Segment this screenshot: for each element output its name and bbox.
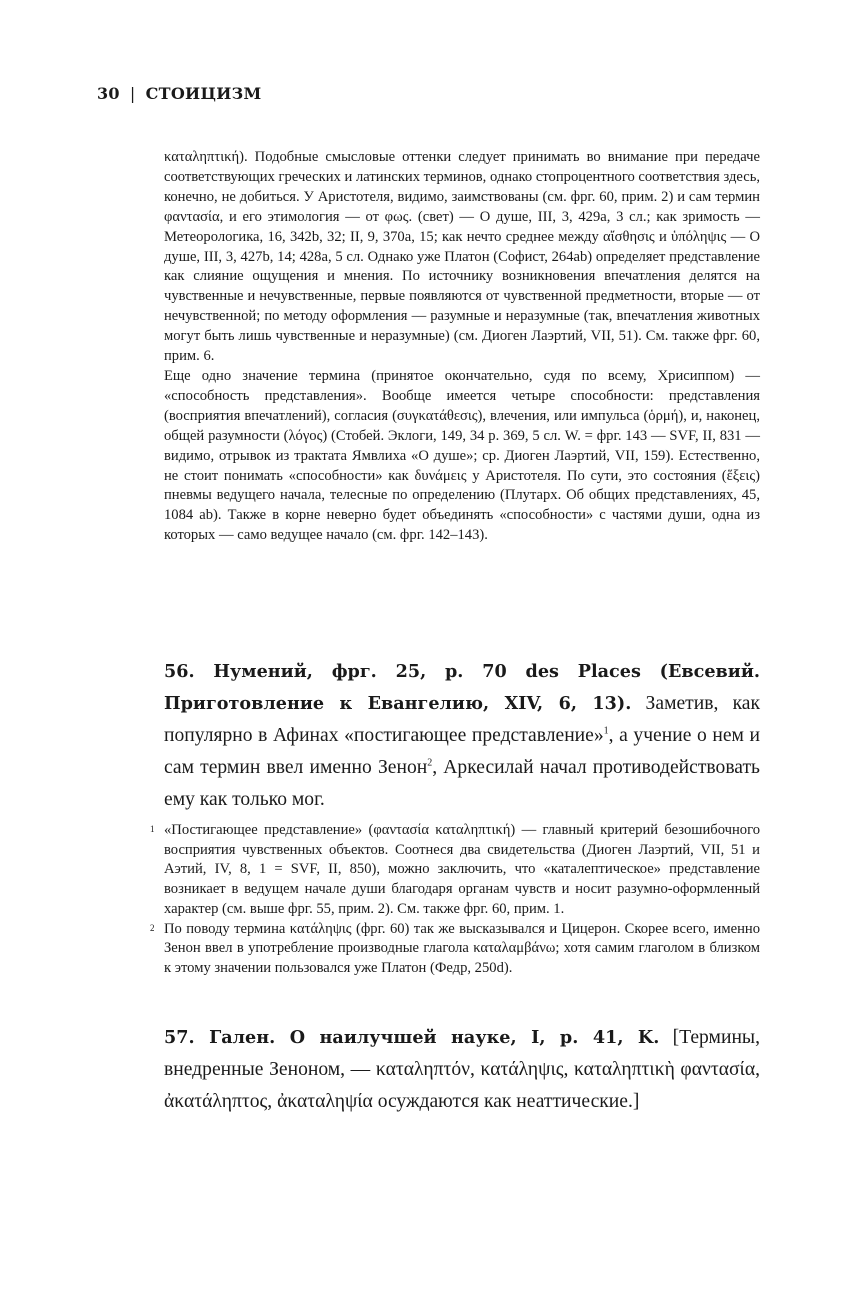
header-separator: | (129, 84, 136, 103)
entry-57-heading: 57. Гален. О наилучшей науке, I, p. 41, K. (164, 1027, 660, 1048)
running-header (97, 84, 262, 103)
entry-57-text: [Термины, внедренные Зеноном, — καταληπτόν, κατάληψις, καταληπτικὴ φαντασία, ἀκατάληπτος, ἀκαταληψία осуждаются как неаттические.] (164, 1027, 760, 1112)
footnote-ref-1[interactable]: 1 (603, 725, 609, 737)
note-continuation (164, 148, 760, 546)
entry-56-heading: 56. Нумений, фрг. 25, p. 70 des Places (Евсевий. Приготовление к Евангелию, XIV, 6, 13). (164, 661, 760, 714)
footnote-mark-1: 1 (150, 824, 155, 834)
footnote-text-1: «Постигающее представление» (φαντασία καταληπτική) — главный критерий безошибочного восприятия чувственных объектов. Соотнеся два свидетельства (Диоген Лаэртий, VII, 51 и Аэтий, IV, 8, 1 = SVF, II, 850), можно заключить, что «каталептическое» представление возникает в ведущем начале души благодаря органам чувств и носит разумно-оформленный характер (см. выше фрг. 55, прим. 2). См. также фрг. 60, прим. 1. (164, 822, 760, 917)
entry-57-paragraph (164, 1022, 760, 1118)
page-number: 30 (97, 84, 120, 103)
note-paragraph: Еще одно значение термина (принятое окончательно, судя по всему, Хрисиппом) — «способность представления». Вообще имеется четыре способности: представления (восприятия впечатлений), согласия (συγκατάθεσις), влечения, или импульса (ὁρμή), и, наконец, общей разумности (λόγος) (Стобей. Эклоги, 149, 34 p. 369, 5 сл. W. = фрг. 143 — SVF, II, 831 — видимо, отрывок из трактата Ямвлиха «О душе»; ср. Диоген Лаэртий, VII, 159). Естественно, не стоит понимать «способности» как δυνάμεις у Аристотеля. По сути, это состояния (ἕξεις) пневмы ведущего начала, телесные по определению (Плутарх. Об общих представлениях, 45, 1084 ab). Также в корне неверно будет объединять «способности» с частями души, одна из которых — само ведущее начало (см. фрг. 142–143). (164, 367, 760, 544)
footnote-text-2: По поводу термина κατάληψις (фрг. 60) так же высказывался и Цицерон. Скорее всего, именно Зенон ввел в употребление производные глагола καταλαμβάνω; хотя самим глаголом в близком к этому значении пользовался уже Платон (Федр, 250d). (164, 920, 760, 976)
footnote-1 (150, 821, 760, 920)
note-paragraph: καταληπτική). Подобные смысловые оттенки следует принимать во внимание при передаче соответствующих греческих и латинских терминов, однако стопроцентного соответствия здесь, конечно, не добиться. У Аристотеля, видимо, заимствованы (см. фрг. 60, прим. 2) и сам термин φαντασία, и его этимология — от φως. (свет) — О душе, III, 3, 429a, 3 сл.; как зримость — Метеорологика, 16, 342b, 32; II, 9, 370a, 15; как нечто среднее между αἴσθησις и ὑπόληψις — О душе, III, 3, 427b, 14; 428a, 5 сл. Однако уже Платон (Софист, 264ab) определяет представление как слияние ощущения и мнения. По источнику возникновения впечатления делятся на чувственные и нечувственные, первые появляются от чувственной предметности, вторые — от нечувственной; по методу оформления — разумные и неразумные (так, впечатления животных могут быть лишь чувственные и неразумные) (см. Диоген Лаэртий, VII, 51). См. также фрг. 60, прим. 6. (164, 149, 760, 365)
entry-56 (164, 656, 760, 816)
entry-57 (164, 1022, 760, 1118)
section-title: СТОИЦИЗМ (145, 84, 262, 103)
entry-56-text-1: Заметив, как популярно в Афинах «постигающее представление» (164, 693, 761, 746)
entry-56-text-3: , Аркесилай начал противодействовать ему как только мог. (164, 757, 760, 810)
entry-56-text-2: , а учение о нем и сам термин ввел именно Зенон (164, 725, 761, 778)
footnote-2 (150, 920, 760, 979)
footnotes (150, 821, 760, 979)
footnote-mark-2: 2 (150, 922, 155, 933)
footnote-ref-2[interactable]: 2 (427, 757, 433, 769)
entry-56-paragraph (164, 656, 760, 816)
